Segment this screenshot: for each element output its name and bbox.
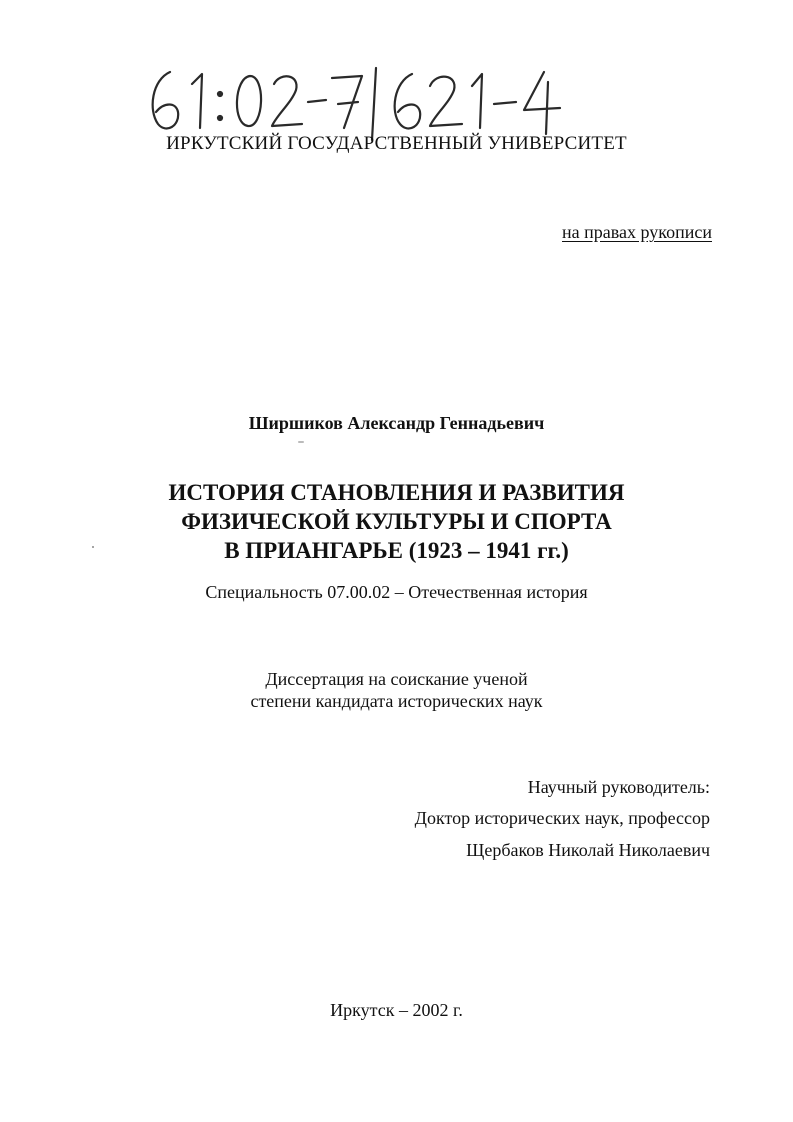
title-line: ФИЗИЧЕСКОЙ КУЛЬТУРЫ И СПОРТА [181, 509, 612, 534]
degree-line: степени кандидата исторических наук [250, 691, 543, 711]
advisor-name: Щербаков Николай Николаевич [466, 840, 710, 860]
city-year: Иркутск – 2002 г. [330, 1000, 463, 1020]
degree-statement [0, 668, 793, 712]
dissertation-title [0, 478, 793, 565]
title-line: В ПРИАНГАРЬЕ (1923 – 1941 гг.) [224, 538, 569, 563]
advisor-label: Научный руководитель: [527, 777, 710, 797]
title-line: ИСТОРИЯ СТАНОВЛЕНИЯ И РАЗВИТИЯ [168, 480, 625, 505]
scan-speck [298, 441, 304, 443]
rights-note: на правах рукописи [562, 222, 712, 242]
degree-line: Диссертация на соискание ученой [265, 669, 528, 689]
university-name: ИРКУТСКИЙ ГОСУДАРСТВЕННЫЙ УНИВЕРСИТЕТ [166, 133, 627, 154]
specialty: Специальность 07.00.02 – Отечественная история [205, 582, 588, 602]
handwritten-archive-mark [140, 62, 580, 142]
author-name: Ширшиков Александр Геннадьевич [248, 413, 545, 433]
scan-speck [92, 546, 94, 548]
advisor-degree: Доктор исторических наук, профессор [414, 808, 710, 828]
